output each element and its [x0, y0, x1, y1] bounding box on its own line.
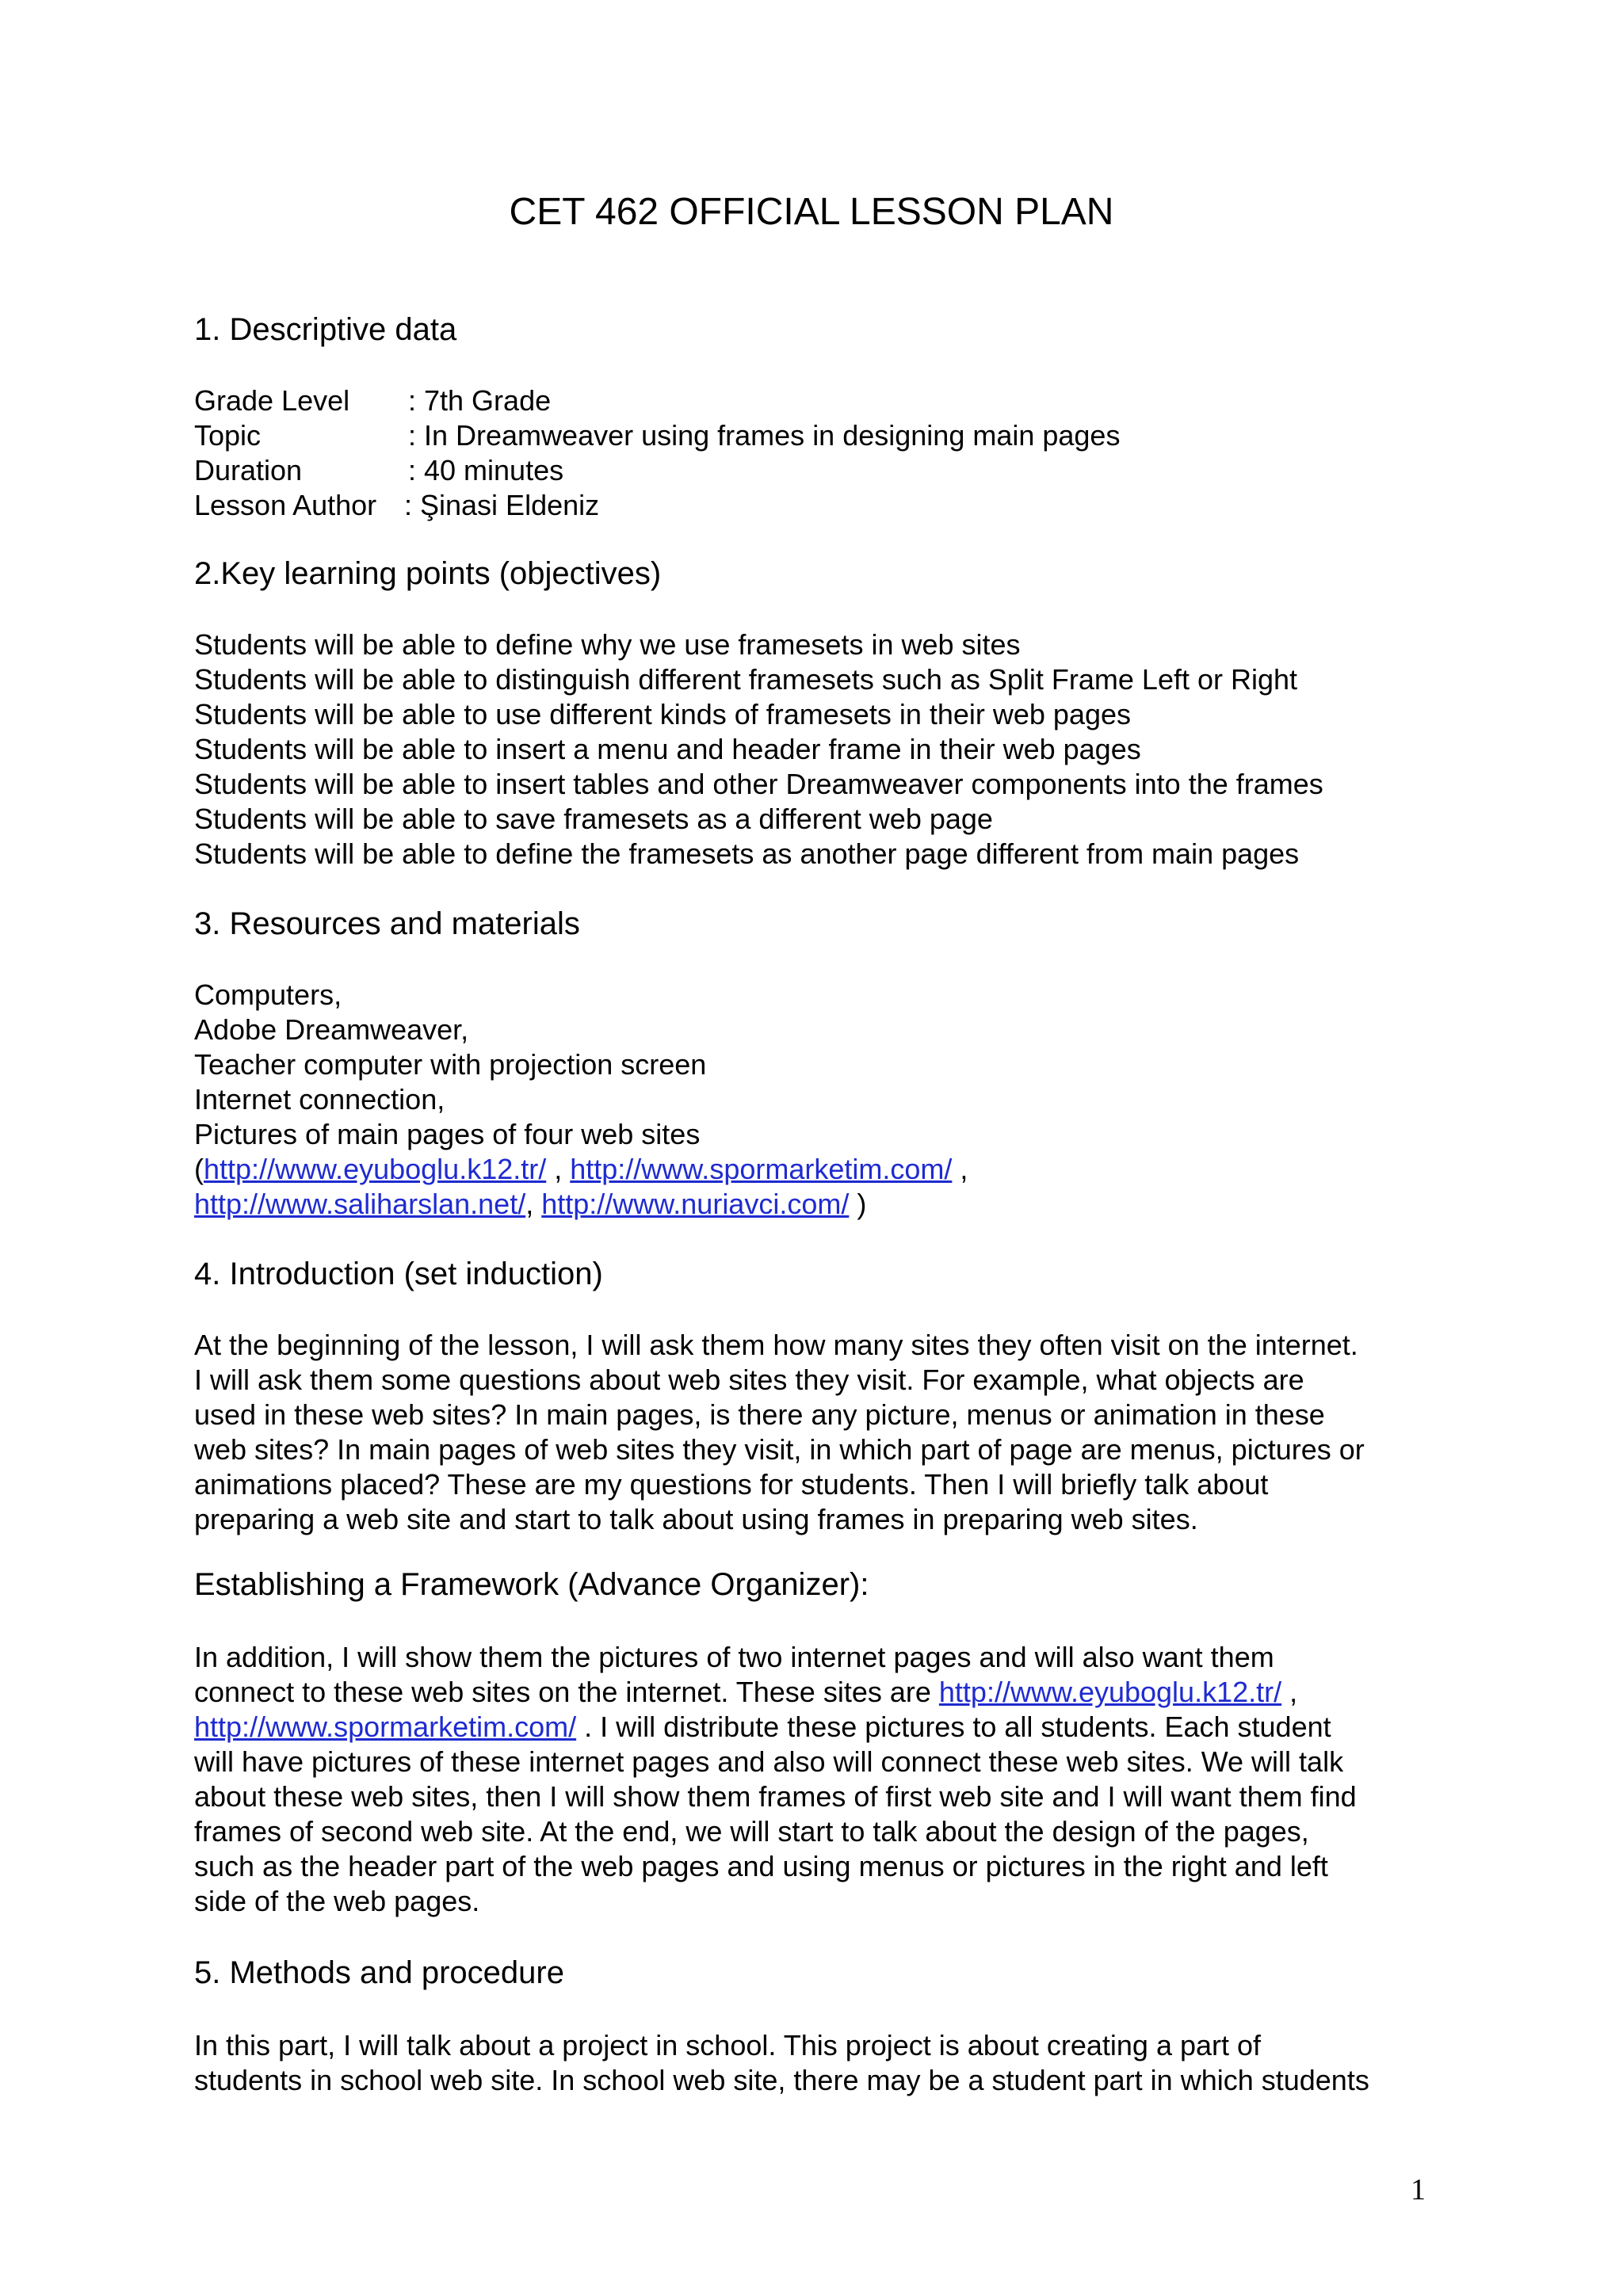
material-item: Internet connection,: [194, 1083, 445, 1116]
paragraph-line: animations placed? These are my questions for students. Then I will briefly talk about: [194, 1468, 1269, 1501]
link-nuriavci[interactable]: http://www.nuriavci.com/: [541, 1188, 850, 1220]
paragraph-line: students in school web site. In school web site, there may be a student part in which students: [194, 2064, 1369, 2096]
link-spormarketim[interactable]: http://www.spormarketim.com/: [194, 1711, 577, 1743]
section-heading: 4. Introduction (set induction): [194, 1257, 603, 1291]
descriptive-fields: [194, 383, 1526, 523]
field-grade-level: [194, 383, 1526, 418]
section-heading: Establishing a Framework (Advance Organizer):: [194, 1567, 869, 1602]
open-paren: (: [194, 1153, 204, 1185]
paragraph-line: such as the header part of the web pages and using menus or pictures in the right and left: [194, 1850, 1328, 1882]
link-eyuboglu[interactable]: http://www.eyuboglu.k12.tr/: [204, 1153, 547, 1185]
framework-paragraph: [194, 1640, 1526, 1919]
paragraph-line: In this part, I will talk about a project in school. This project is about creating a part of: [194, 2029, 1262, 2061]
objective-item: Students will be able to use different kinds of framesets in their web pages: [194, 698, 1132, 730]
material-item: Adobe Dreamweaver,: [194, 1013, 469, 1046]
paragraph-line: frames of second web site. At the end, we will start to talk about the design of the pages,: [194, 1815, 1309, 1848]
field-label: Topic: [194, 419, 262, 452]
section-heading: 2.Key learning points (objectives): [194, 556, 662, 591]
objective-item: Students will be able to distinguish different framesets such as Split Frame Left or Right: [194, 663, 1298, 696]
paragraph-line: used in these web sites? In main pages, is there any picture, menus or animation in these: [194, 1398, 1325, 1431]
section-resources: [194, 905, 1526, 943]
paragraph-line-with-link: [194, 1675, 1526, 1710]
field-duration: [194, 453, 1526, 488]
field-value: : 7th Grade: [408, 384, 552, 417]
objective-item: Students will be able to save framesets as a different web page: [194, 803, 993, 835]
objective-item: Students will be able to define why we use framesets in web sites: [194, 628, 1021, 661]
paragraph-line-with-link: [194, 1710, 1526, 1745]
material-links-line-2: [194, 1187, 1526, 1222]
objective-item: Students will be able to insert tables and other Dreamweaver components into the frames: [194, 768, 1323, 800]
section-framework: [194, 1566, 1526, 1604]
link-eyuboglu[interactable]: http://www.eyuboglu.k12.tr/: [938, 1676, 1282, 1708]
section-introduction: [194, 1255, 1526, 1293]
close-paren: ): [849, 1188, 867, 1220]
paragraph-line: In addition, I will show them the pictures of two internet pages and will also want them: [194, 1641, 1274, 1673]
paragraph-line: At the beginning of the lesson, I will ask them how many sites they often visit on the internet.: [194, 1329, 1358, 1361]
section-heading: 5. Methods and procedure: [194, 1955, 564, 1990]
introduction-paragraph: [194, 1328, 1526, 1537]
methods-paragraph: [194, 2028, 1526, 2098]
field-lesson-author: [194, 488, 1526, 523]
section-objectives: [194, 555, 1526, 593]
paragraph-text: . I will distribute these pictures to all students. Each student: [576, 1711, 1331, 1743]
link-separator: ,: [546, 1153, 571, 1185]
field-label: Lesson Author: [194, 489, 377, 521]
section-heading: 3. Resources and materials: [194, 906, 580, 941]
objective-item: Students will be able to insert a menu and header frame in their web pages: [194, 733, 1141, 765]
section-heading: 1. Descriptive data: [194, 312, 457, 347]
material-item: Pictures of main pages of four web sites: [194, 1118, 701, 1150]
document-title: CET 462 OFFICIAL LESSON PLAN: [509, 191, 1114, 233]
field-label: Grade Level: [194, 384, 350, 417]
page-number: 1: [1411, 2173, 1426, 2206]
objectives-list: [194, 627, 1526, 871]
field-label: Duration: [194, 454, 303, 486]
paragraph-text: ,: [1281, 1676, 1298, 1708]
section-descriptive-data: [194, 311, 1526, 349]
link-separator: ,: [525, 1188, 542, 1220]
paragraph-line: I will ask them some questions about web sites they visit. For example, what objects are: [194, 1363, 1304, 1396]
link-spormarketim[interactable]: http://www.spormarketim.com/: [570, 1153, 953, 1185]
material-item: Computers,: [194, 978, 342, 1011]
link-separator: ,: [952, 1153, 968, 1185]
field-value: : In Dreamweaver using frames in designing main pages: [408, 419, 1121, 452]
paragraph-line: web sites? In main pages of web sites they visit, in which part of page are menus, pictures or: [194, 1433, 1365, 1466]
paragraph-text: connect to these web sites on the internet. These sites are: [194, 1676, 939, 1708]
paragraph-line: will have pictures of these internet pages and also will connect these web sites. We will talk: [194, 1745, 1344, 1778]
material-links-line-1: [194, 1152, 1526, 1187]
paragraph-line: about these web sites, then I will show them frames of first web site and I will want them find: [194, 1780, 1357, 1813]
paragraph-line: side of the web pages.: [194, 1885, 480, 1917]
materials-list: [194, 978, 1526, 1222]
field-topic: [194, 418, 1526, 453]
section-methods: [194, 1954, 1526, 1992]
field-value: : Şinasi Eldeniz: [404, 489, 600, 521]
paragraph-line: preparing a web site and start to talk about using frames in preparing web sites.: [194, 1503, 1198, 1535]
material-item: Teacher computer with projection screen: [194, 1048, 707, 1081]
objective-item: Students will be able to define the framesets as another page different from main pages: [194, 837, 1300, 870]
field-value: : 40 minutes: [408, 454, 564, 486]
link-saliharslan[interactable]: http://www.saliharslan.net/: [194, 1188, 526, 1220]
